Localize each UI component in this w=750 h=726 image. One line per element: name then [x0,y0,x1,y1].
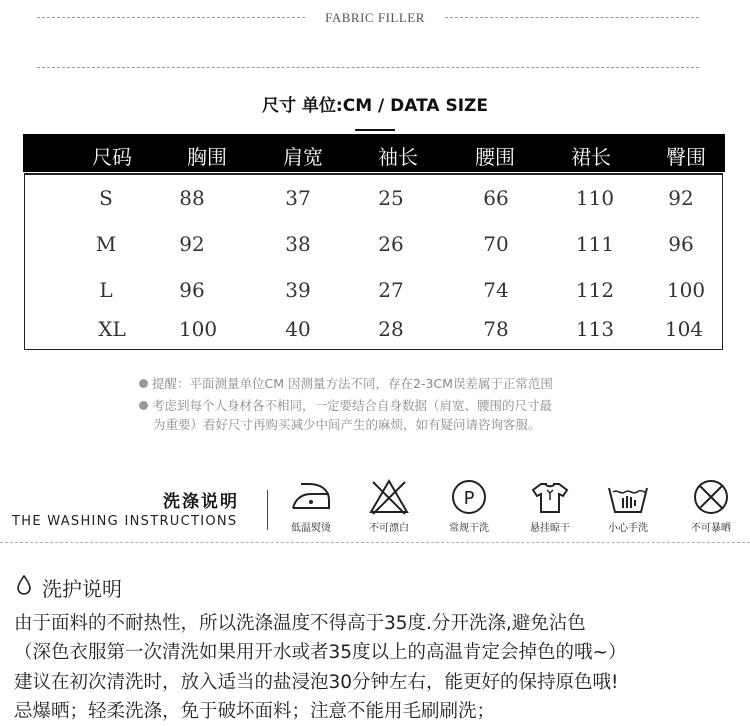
no-sun-label: 不可暴晒 [691,523,731,534]
size-table-body [24,173,723,350]
hand-wash-icon [593,478,663,518]
table-cell: 92 [179,232,205,256]
size-table-header [23,134,725,172]
table-cell: 66 [483,186,509,210]
bullet-icon [139,379,148,388]
iron-label: 低温熨烫 [291,523,331,534]
hang-dry-icon [515,478,585,518]
section-divider [37,67,699,68]
header-cell-sleeve: 袖长 [378,145,418,169]
table-cell: 28 [378,317,404,341]
washing-separator [267,490,268,530]
table-cell: L [99,278,113,302]
low-temp-iron-icon [276,478,346,518]
table-cell: 37 [285,186,311,210]
table-cell: 113 [575,317,615,341]
table-cell: 96 [179,278,205,302]
table-cell: 96 [668,232,694,256]
table-cell: 110 [575,186,615,210]
title-underline [355,129,395,131]
header-cell-size: 尺码 [92,145,132,169]
table-cell: 78 [483,317,509,341]
washing-title-cn: 洗涤说明 [163,492,239,512]
hang-dry-label: 悬挂晾干 [530,523,570,534]
header-dashed-line-left [37,17,305,18]
header-dashed-line-right [445,17,699,18]
header-cell-length: 裙长 [571,145,611,169]
table-cell: 112 [575,278,615,302]
table-cell: 26 [378,232,404,256]
bullet-icon [139,401,148,410]
table-cell: M [95,232,117,256]
table-cell: 74 [483,278,509,302]
header-cell-waist: 腰围 [475,145,515,169]
table-cell: XL [98,317,126,341]
no-bleach-icon [354,478,424,518]
care-line: 由于面料的不耐热性，所以洗涤温度不得高于35度.分开洗涤,避免沾色 [14,613,586,634]
table-cell: 92 [668,186,694,210]
table-cell: 27 [378,278,404,302]
fit-advice-note: 考虑到每个人身材各不相同，一定要结合自身数据（肩宽、腰围的尺寸最 为重要）看好尺寸再购买减少中间产生的麻烦，如有疑问请咨询客服。 [139,396,552,434]
section-divider [0,542,750,543]
water-drop-icon [17,575,31,599]
table-cell: 100 [178,317,218,341]
fabric-filler-heading: FABRIC FILLER [325,10,425,25]
header-cell-shoulder: 肩宽 [283,145,323,169]
table-cell: 70 [483,232,509,256]
table-cell: 39 [285,278,311,302]
size-table-title: 尺寸 单位:CM / DATA SIZE [262,96,488,116]
washing-title-en: THE WASHING INSTRUCTIONS [12,514,238,529]
table-cell: 38 [285,232,311,256]
care-line: 建议在初次清洗时，放入适当的盐浸泡30分钟左右，能更好的保持原色哦! [14,672,619,693]
table-cell: 25 [378,186,404,210]
bleach-label: 不可漂白 [369,523,409,534]
header-cell-bust: 胸围 [187,145,227,169]
table-cell: 40 [285,317,311,341]
hand-wash-label: 小心手洗 [608,523,648,534]
care-title: 洗护说明 [42,577,122,601]
table-cell: S [99,186,113,210]
measurement-note: 提醒：平面测量单位CM 因测量方法不同，存在2-3CM误差属于正常范围 [139,374,553,393]
care-line: （深色衣服第一次清洗如果用开水或者35度以上的高温肯定会掉色的哦~） [14,642,627,663]
header-cell-hip: 臀围 [666,145,706,169]
no-tumble-dry-icon [676,478,746,518]
table-cell: 88 [179,186,205,210]
table-cell: 111 [575,232,615,256]
dry-clean-label: 常规干洗 [449,523,489,534]
table-cell: 100 [666,278,706,302]
dry-clean-p-icon [434,478,504,518]
table-cell: 104 [664,317,704,341]
care-line: 忌爆晒；轻柔洗涤，免于破坏面料；注意不能用毛刷刷洗； [14,701,496,722]
dry-clean-letter: P [463,488,475,509]
